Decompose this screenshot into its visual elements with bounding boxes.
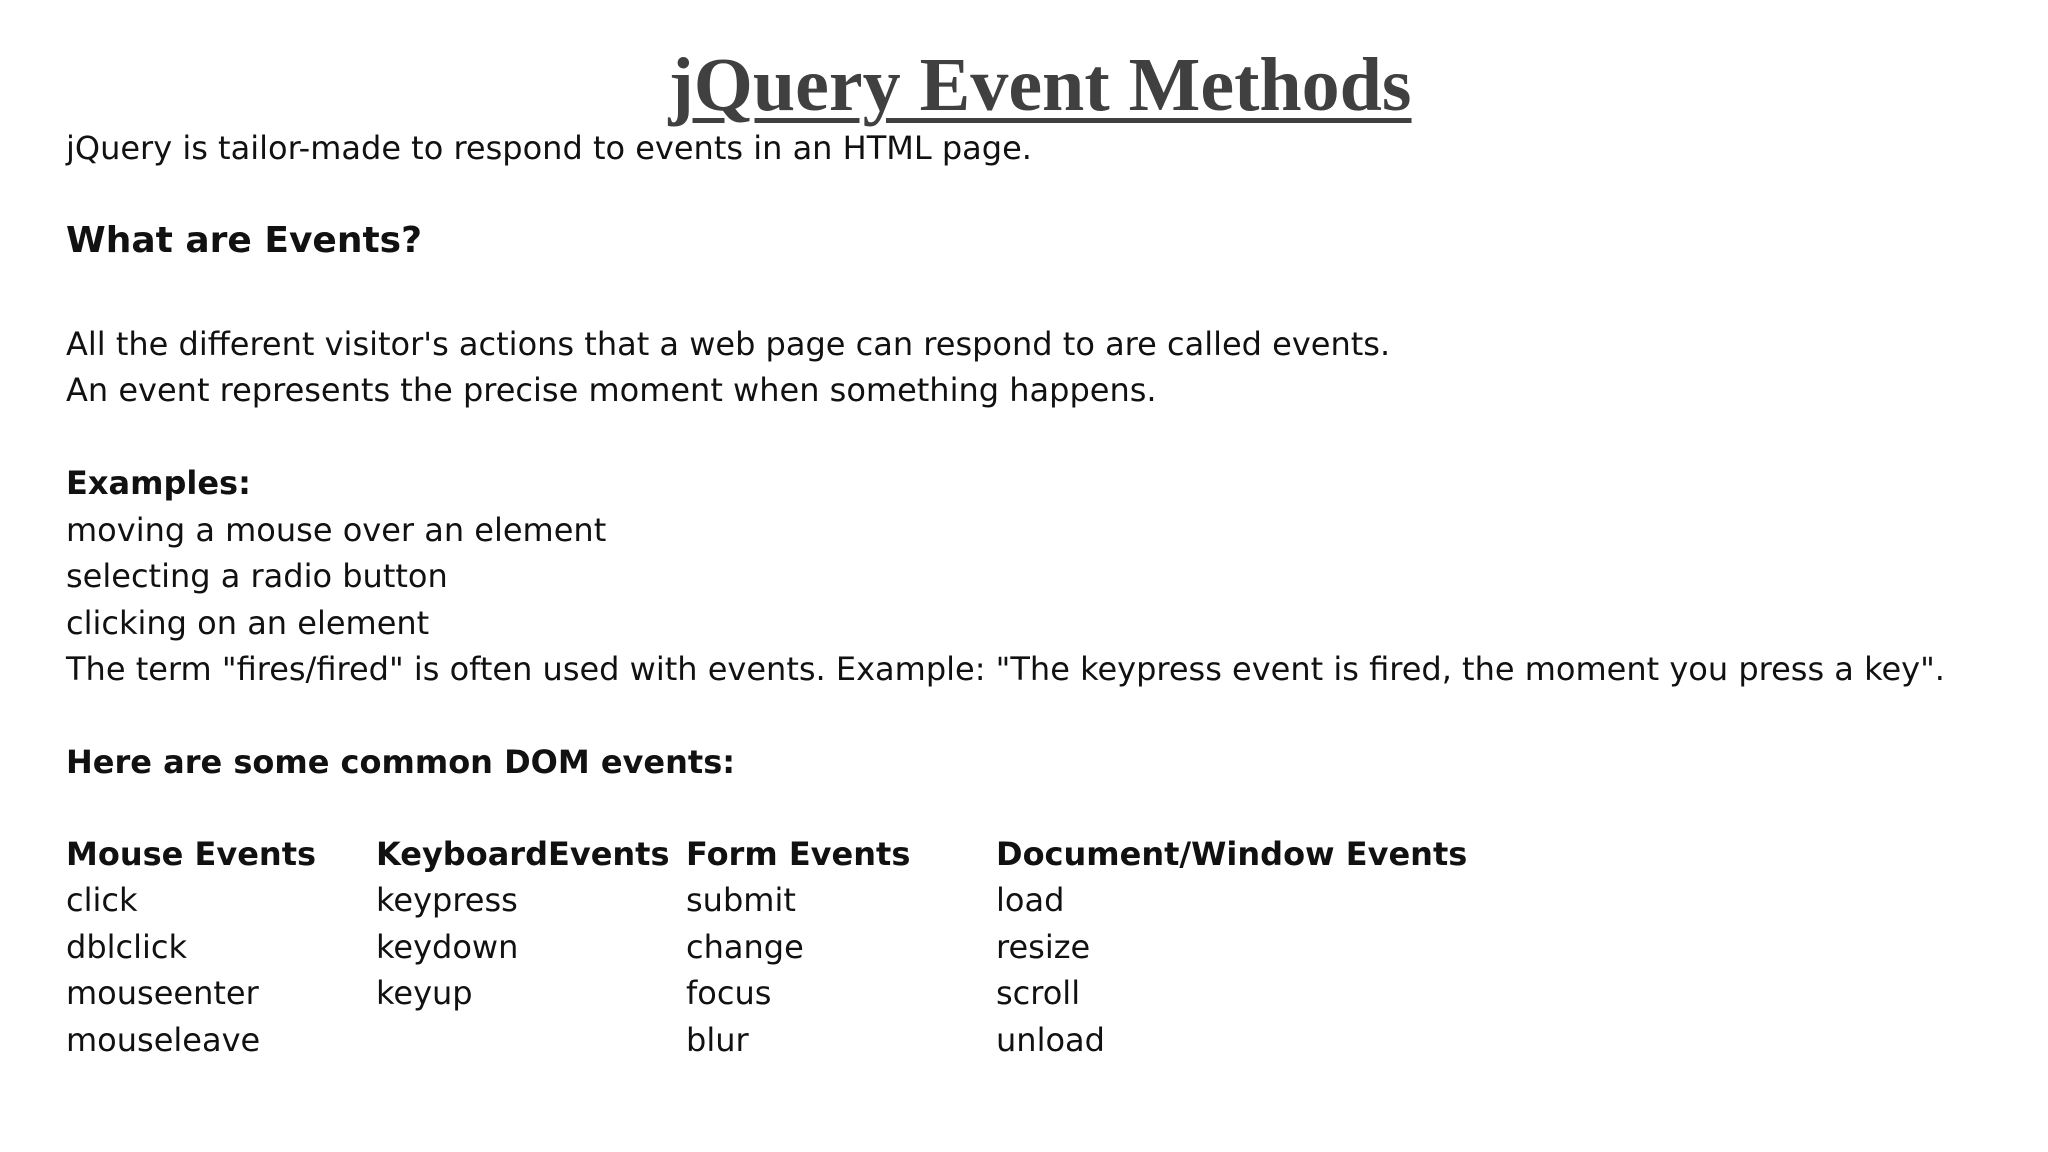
- intro-text: jQuery is tailor-made to respond to events in an HTML page.: [66, 129, 1032, 167]
- column-header: Mouse Events: [66, 835, 317, 873]
- column-header: Document/Window Events: [996, 835, 1468, 873]
- example-item: moving a mouse over an element: [66, 511, 607, 549]
- event-item: dblclick: [66, 928, 188, 966]
- event-item: keypress: [376, 881, 518, 919]
- column-header: Form Events: [686, 835, 911, 873]
- definition-line-1: All the different visitor's actions that a web page can respond to are called events.: [66, 325, 1391, 363]
- event-item: scroll: [996, 974, 1081, 1012]
- event-item: mouseleave: [66, 1021, 261, 1059]
- event-item: unload: [996, 1021, 1105, 1059]
- dom-events-heading: Here are some common DOM events:: [66, 743, 736, 781]
- event-item: mouseenter: [66, 974, 259, 1012]
- event-item: keydown: [376, 928, 519, 966]
- event-item: submit: [686, 881, 796, 919]
- dom-events-table: [66, 834, 1666, 1074]
- event-item: focus: [686, 974, 772, 1012]
- example-item: selecting a radio button: [66, 557, 448, 595]
- column-header: KeyboardEvents: [376, 835, 670, 873]
- fires-note: The term "fires/fired" is often used with events. Example: "The keypress event is fired, the moment you press a key".: [66, 650, 1945, 688]
- event-item: blur: [686, 1021, 749, 1059]
- event-item: resize: [996, 928, 1091, 966]
- event-item: keyup: [376, 974, 473, 1012]
- examples-heading: Examples:: [66, 464, 251, 502]
- event-item: load: [996, 881, 1065, 919]
- what-are-events-heading: What are Events?: [66, 220, 422, 261]
- event-item: click: [66, 881, 138, 919]
- slide-title: jQuery Event Methods: [668, 43, 1412, 127]
- event-item: change: [686, 928, 804, 966]
- example-item: clicking on an element: [66, 604, 430, 642]
- definition-line-2: An event represents the precise moment when something happens.: [66, 371, 1157, 409]
